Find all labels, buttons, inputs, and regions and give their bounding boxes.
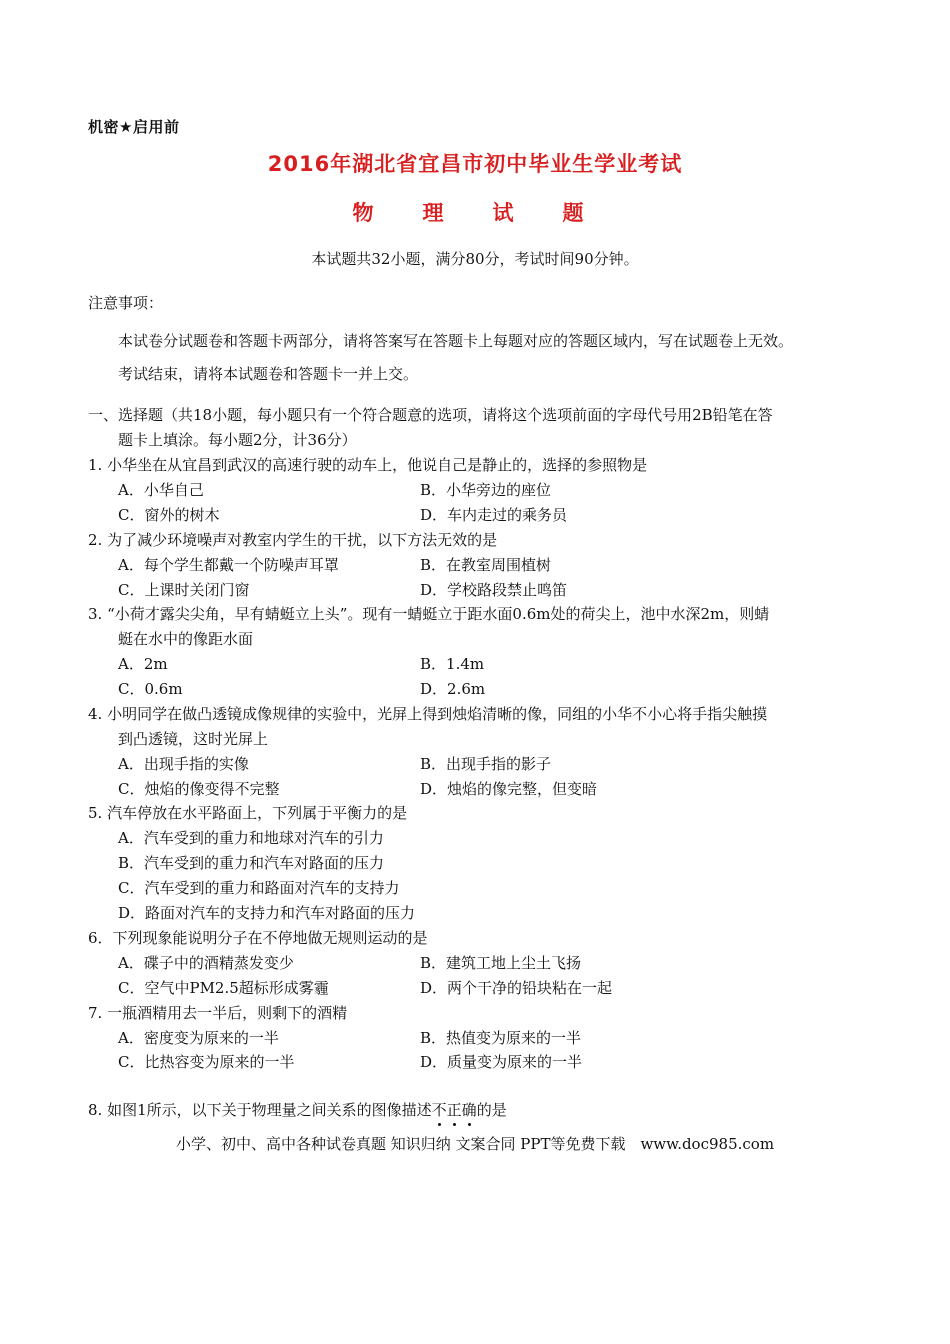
question-stem: 5. 汽车停放在水平路面上，下列属于平衡力的是 bbox=[88, 804, 408, 822]
option-b: B．1.4m bbox=[420, 655, 485, 673]
option-d: D．学校路段禁止鸣笛 bbox=[420, 581, 568, 599]
exam-intro: 本试题共32小题，满分80分，考试时间90分钟。 bbox=[311, 250, 639, 268]
option-d: D．车内走过的乘务员 bbox=[420, 506, 568, 524]
option-c: C．空气中PM2.5超标形成雾霾 bbox=[118, 979, 329, 997]
emphasis-char: 正 bbox=[446, 1101, 462, 1119]
question-stem: 3. “小荷才露尖尖角，早有蜻蜓立上头”。现有一蜻蜓立于距水面0.6m处的荷尖上，池中水深2m，则蜻 bbox=[88, 605, 770, 623]
option-c: C．窗外的树木 bbox=[118, 506, 220, 524]
option-c: C．上课时关闭门窗 bbox=[118, 581, 250, 599]
option-c: C．汽车受到的重力和路面对汽车的支持力 bbox=[118, 879, 400, 897]
option-b: B．出现手指的影子 bbox=[420, 755, 552, 773]
option-a: A．2m bbox=[118, 655, 168, 673]
emphasis-char: 不 bbox=[431, 1101, 447, 1119]
option-a: A．密度变为原来的一半 bbox=[118, 1029, 279, 1047]
question-stem: 2. 为了减少环境噪声对教室内学生的干扰，以下方法无效的是 bbox=[88, 531, 498, 549]
option-b: B．小华旁边的座位 bbox=[420, 481, 552, 499]
q8-emphasis bbox=[432, 1101, 477, 1119]
question-stem bbox=[88, 1099, 507, 1120]
notice-item: 本试卷分试题卷和答题卡两部分，请将答案写在答题卡上每题对应的答题区域内，写在试题卷上无效。 bbox=[118, 332, 794, 350]
notice-heading: 注意事项： bbox=[88, 294, 164, 312]
option-d: D．质量变为原来的一半 bbox=[420, 1053, 583, 1071]
option-d: D．路面对汽车的支持力和汽车对路面的压力 bbox=[118, 904, 416, 922]
option-b: B．建筑工地上尘土飞扬 bbox=[420, 954, 582, 972]
option-b: B．热值变为原来的一半 bbox=[420, 1029, 582, 1047]
confidential-mark: 机密★启用前 bbox=[88, 118, 180, 136]
q8-text-after: 的是 bbox=[476, 1101, 507, 1119]
option-b: B．汽车受到的重力和汽车对路面的压力 bbox=[118, 854, 385, 872]
option-a: A．小华自己 bbox=[118, 481, 204, 499]
option-d: D．两个干净的铅块粘在一起 bbox=[420, 979, 613, 997]
question-stem: 7. 一瓶酒精用去一半后，则剩下的酒精 bbox=[88, 1004, 348, 1022]
question-stem: 6．下列现象能说明分子在不停地做无规则运动的是 bbox=[88, 929, 428, 947]
subject-title: 物 理 试 题 bbox=[352, 201, 598, 225]
option-d: D．烛焰的像完整，但变暗 bbox=[420, 780, 598, 798]
option-a: A．汽车受到的重力和地球对汽车的引力 bbox=[118, 829, 384, 847]
question-stem: 4. 小明同学在做凸透镜成像规律的实验中，光屏上得到烛焰清晰的像，同组的小华不小心将手指尖触摸 bbox=[88, 705, 768, 723]
option-d: D．2.6m bbox=[420, 680, 486, 698]
notice-item: 考试结束，请将本试题卷和答题卡一并上交。 bbox=[118, 365, 419, 383]
option-b: B．在教室周围植树 bbox=[420, 556, 552, 574]
emphasis-char: 确 bbox=[461, 1101, 477, 1119]
option-c: C．烛焰的像变得不完整 bbox=[118, 780, 280, 798]
page-footer: 小学、初中、高中各种试卷真题 知识归纳 文案合同 PPT等免费下载 www.doc985.com bbox=[175, 1135, 775, 1153]
option-c: C．0.6m bbox=[118, 680, 183, 698]
question-stem-cont: 蜓在水中的像距水面 bbox=[118, 630, 254, 648]
option-c: C．比热容变为原来的一半 bbox=[118, 1053, 295, 1071]
question-stem-cont: 到凸透镜，这时光屏上 bbox=[118, 730, 269, 748]
section-heading-cont: 题卡上填涂。每小题2分，计36分） bbox=[118, 431, 357, 449]
q8-text-before: 8. 如图1所示，以下关于物理量之间关系的图像描述 bbox=[88, 1101, 432, 1119]
option-a: A．每个学生都戴一个防噪声耳罩 bbox=[118, 556, 339, 574]
option-a: A．碟子中的酒精蒸发变少 bbox=[118, 954, 294, 972]
question-stem: 1. 小华坐在从宜昌到武汉的高速行驶的动车上，他说自己是静止的，选择的参照物是 bbox=[88, 456, 648, 474]
exam-title: 2016年湖北省宜昌市初中毕业生学业考试 bbox=[267, 152, 683, 176]
option-a: A．出现手指的实像 bbox=[118, 755, 249, 773]
section-heading: 一、选择题（共18小题，每小题只有一个符合题意的选项，请将这个选项前面的字母代号用2B铅笔在答 bbox=[88, 406, 773, 424]
